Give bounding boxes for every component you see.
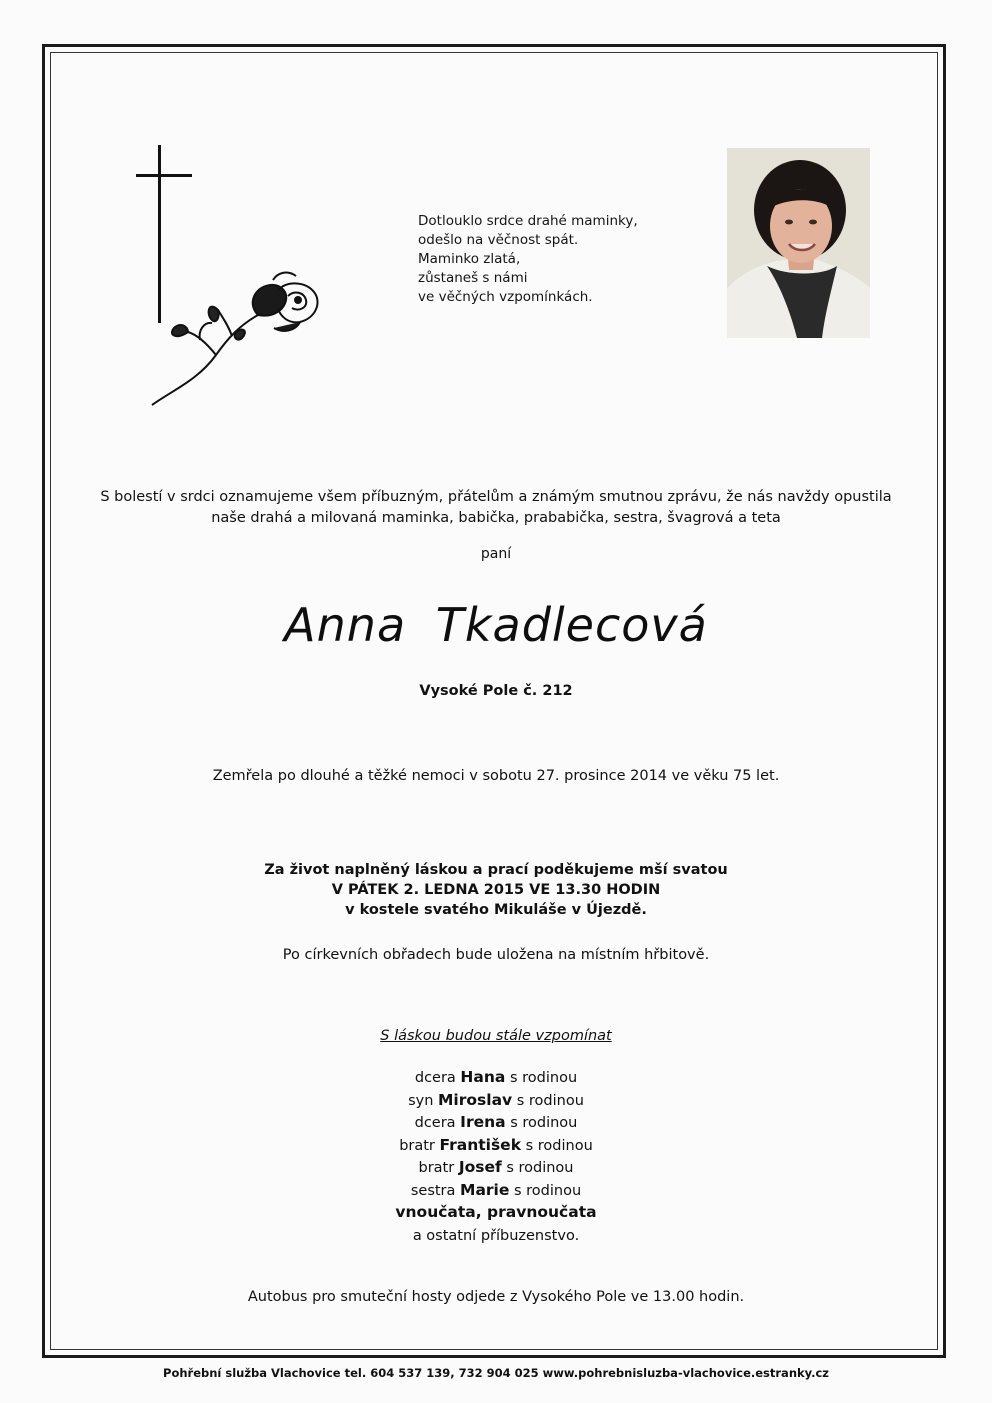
mourner-row: syn Miroslav s rodinou bbox=[408, 1090, 584, 1109]
poem-line: odešlo na věčnost spát. bbox=[418, 232, 579, 248]
mourner-row: sestra Marie s rodinou bbox=[410, 1180, 582, 1199]
poem-line: Maminko zlatá, bbox=[418, 251, 521, 267]
mourners-heading: S láskou budou stále vzpomínat bbox=[380, 1028, 612, 1044]
portrait-photo bbox=[727, 148, 870, 338]
cross-icon bbox=[136, 145, 192, 323]
announcement-line-2: naše drahá a milovaná maminka, babička, prababička, sestra, švagrová a teta bbox=[211, 509, 781, 526]
announcement-line-1: S bolestí v srdci oznamujeme všem příbuzným, přátelům a známým smutnou zprávu, že nás navždy opustila bbox=[100, 489, 892, 505]
funeral-service-footer: Pohřební služba Vlachovice tel. 604 537 139, 732 904 025 www.pohrebnisluzba-vlachovice.estranky.cz bbox=[163, 1366, 829, 1380]
mourners-list bbox=[60, 1067, 932, 1247]
mourner-row: bratr František s rodinou bbox=[399, 1135, 593, 1154]
deceased-last-name: Tkadlecová bbox=[435, 598, 708, 652]
mourner-row: bratr Josef s rodinou bbox=[418, 1158, 574, 1176]
honorific: paní bbox=[480, 546, 512, 562]
poem-line: Dotlouklo srdce drahé maminky, bbox=[418, 213, 638, 229]
death-notice: Zemřela po dlouhé a těžké nemoci v sobotu 27. prosince 2014 ve věku 75 let. bbox=[212, 768, 780, 784]
poem-line: zůstaneš s námi bbox=[418, 270, 528, 286]
mass-info bbox=[60, 860, 932, 920]
poem bbox=[418, 212, 718, 307]
deceased-address: Vysoké Pole č. 212 bbox=[419, 683, 573, 699]
cross-rose-illustration bbox=[128, 140, 328, 412]
mass-line-1: Za život naplněný láskou a prací poděkujeme mší svatou bbox=[264, 862, 728, 878]
mourner-row: a ostatní příbuzenstvo. bbox=[412, 1227, 580, 1244]
mourner-row: vnoučata, pravnoučata bbox=[395, 1203, 597, 1221]
burial-notice: Po církevních obřadech bude uložena na místním hřbitově. bbox=[282, 947, 710, 963]
bus-notice: Autobus pro smuteční hosty odjede z Vysokého Pole ve 13.00 hodin. bbox=[247, 1289, 745, 1305]
mourner-row: dcera Hana s rodinou bbox=[414, 1068, 578, 1086]
announcement bbox=[60, 487, 932, 528]
rose-icon bbox=[152, 273, 318, 405]
mass-line-2: V PÁTEK 2. LEDNA 2015 VE 13.30 HODIN bbox=[331, 882, 661, 898]
poem-line: ve věčných vzpomínkách. bbox=[418, 289, 593, 305]
deceased-name bbox=[60, 598, 932, 652]
mass-line-3: v kostele svatého Mikuláše v Újezdě. bbox=[345, 902, 647, 918]
deceased-first-name: Anna bbox=[284, 598, 407, 652]
mourner-row: dcera Irena s rodinou bbox=[414, 1113, 578, 1131]
